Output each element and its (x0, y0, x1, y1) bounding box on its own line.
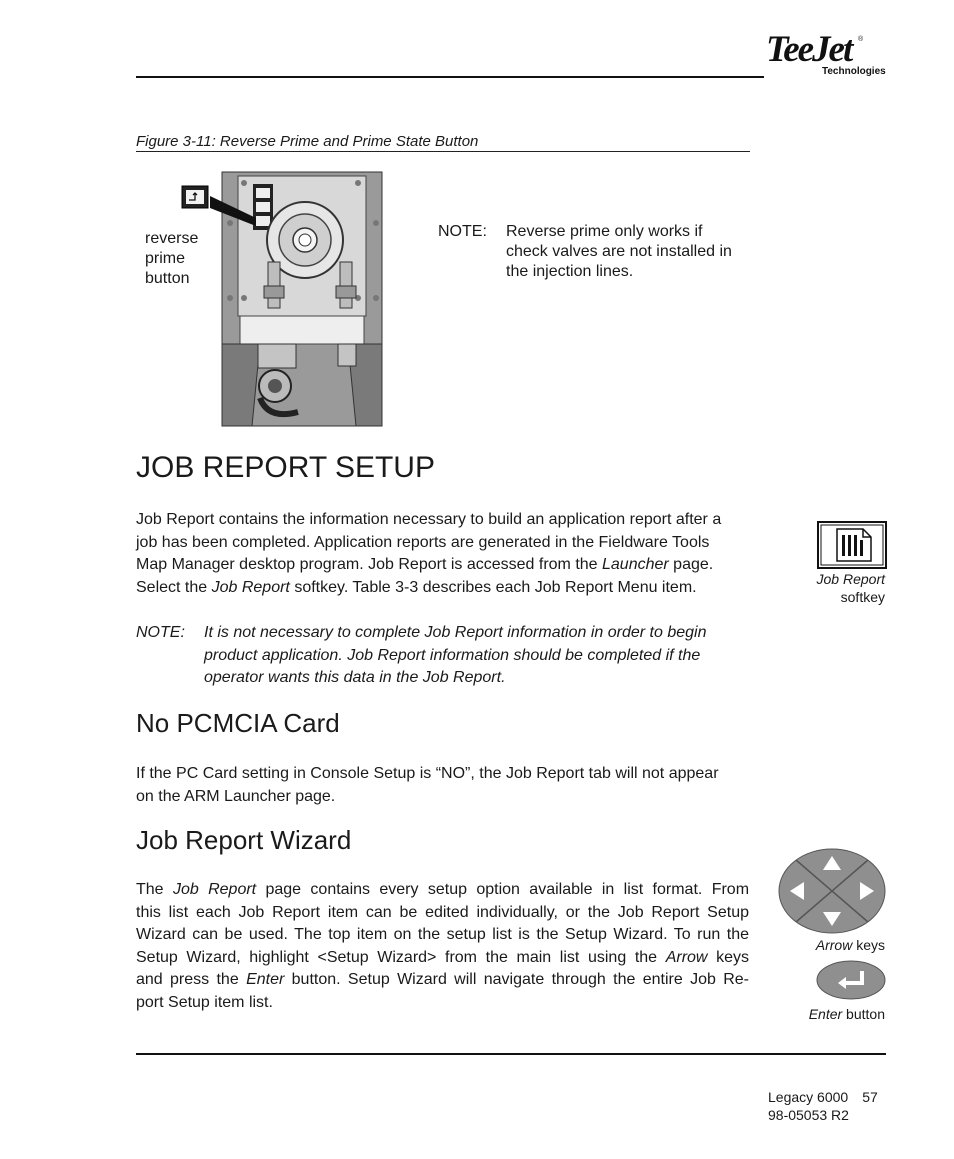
footer-page-number: 57 (862, 1089, 878, 1105)
callout-line: prime (145, 250, 186, 267)
wizard-heading: Job Report Wizard (136, 825, 352, 855)
enter-button-caption: Enter button (808, 1006, 885, 1022)
figure-caption: Figure 3-11: Reverse Prime and Prime State Button (136, 133, 750, 152)
softkey-caption: Job Report softkey (816, 571, 885, 605)
job-report-softkey-icon (817, 521, 887, 569)
callout-line: reverse (145, 230, 199, 247)
figure-note-label: NOTE: (438, 223, 487, 240)
no-pcmcia-paragraph: If the PC Card setting in Console Setup is “NO”, the Job Report tab will not appear on the ARM Launcher page. (136, 765, 719, 805)
pump-illustration (180, 168, 386, 430)
job-report-note-text (204, 622, 764, 690)
logo-registered-mark: ® (858, 36, 864, 43)
intro-line: job has been completed. Application reports are generated in the Fieldware Tools (136, 533, 710, 551)
reverse-prime-callout (145, 229, 198, 289)
footer-rule (136, 1053, 886, 1055)
note-line: Reverse prime only works if (506, 223, 703, 240)
arrow-keys-icon (778, 848, 888, 934)
logo-wordmark: TeeJet (766, 29, 852, 70)
figure-note-text (506, 222, 766, 282)
callout-line: button (145, 270, 190, 287)
note-line: product application. Job Report information should be completed if the (204, 646, 701, 664)
footer-info (768, 1088, 878, 1124)
job-report-intro (136, 509, 756, 599)
intro-line: Map Manager desktop program. Job Report is accessed from the Launcher page. (136, 556, 714, 573)
note-line: check valves are not installed in (506, 243, 732, 260)
section-title: JOB REPORT SETUP (136, 451, 435, 484)
note-line: It is not necessary to complete Job Report information in order to begin (204, 624, 707, 641)
intro-line: Job Report contains the information necessary to build an application report after a (136, 511, 722, 528)
intro-line: Select the Job Report softkey. Table 3-3 describes each Job Report Menu item. (136, 578, 697, 596)
note-line: operator wants this data in the Job Report. (204, 669, 506, 686)
note-line: the injection lines. (506, 263, 634, 280)
wizard-paragraph: The Job Report page contains every setup option available in list format. From this list each Job Report item can be edited individually, or the Job Report Setup Wizard can be used. The top item on the setup list is the Setup Wizard. To run the Setup Wizard, highlight <Setup Wizard> from the main list using the Arrow keys and press the Enter button. Setup Wizard will navigate through the entire Job Re- port Setup item list. (136, 881, 750, 1011)
arrow-keys-caption: Arrow keys (815, 937, 885, 953)
footer-doc-number: 98-05053 R2 (768, 1107, 849, 1123)
header-rule (136, 76, 764, 78)
teejet-logo (766, 30, 890, 80)
job-report-note-label: NOTE: (136, 624, 185, 641)
no-pcmcia-heading: No PCMCIA Card (136, 708, 340, 738)
enter-button-icon (816, 960, 888, 1000)
footer-product: Legacy 6000 (768, 1089, 849, 1105)
logo-subtitle: Technologies (822, 66, 886, 77)
